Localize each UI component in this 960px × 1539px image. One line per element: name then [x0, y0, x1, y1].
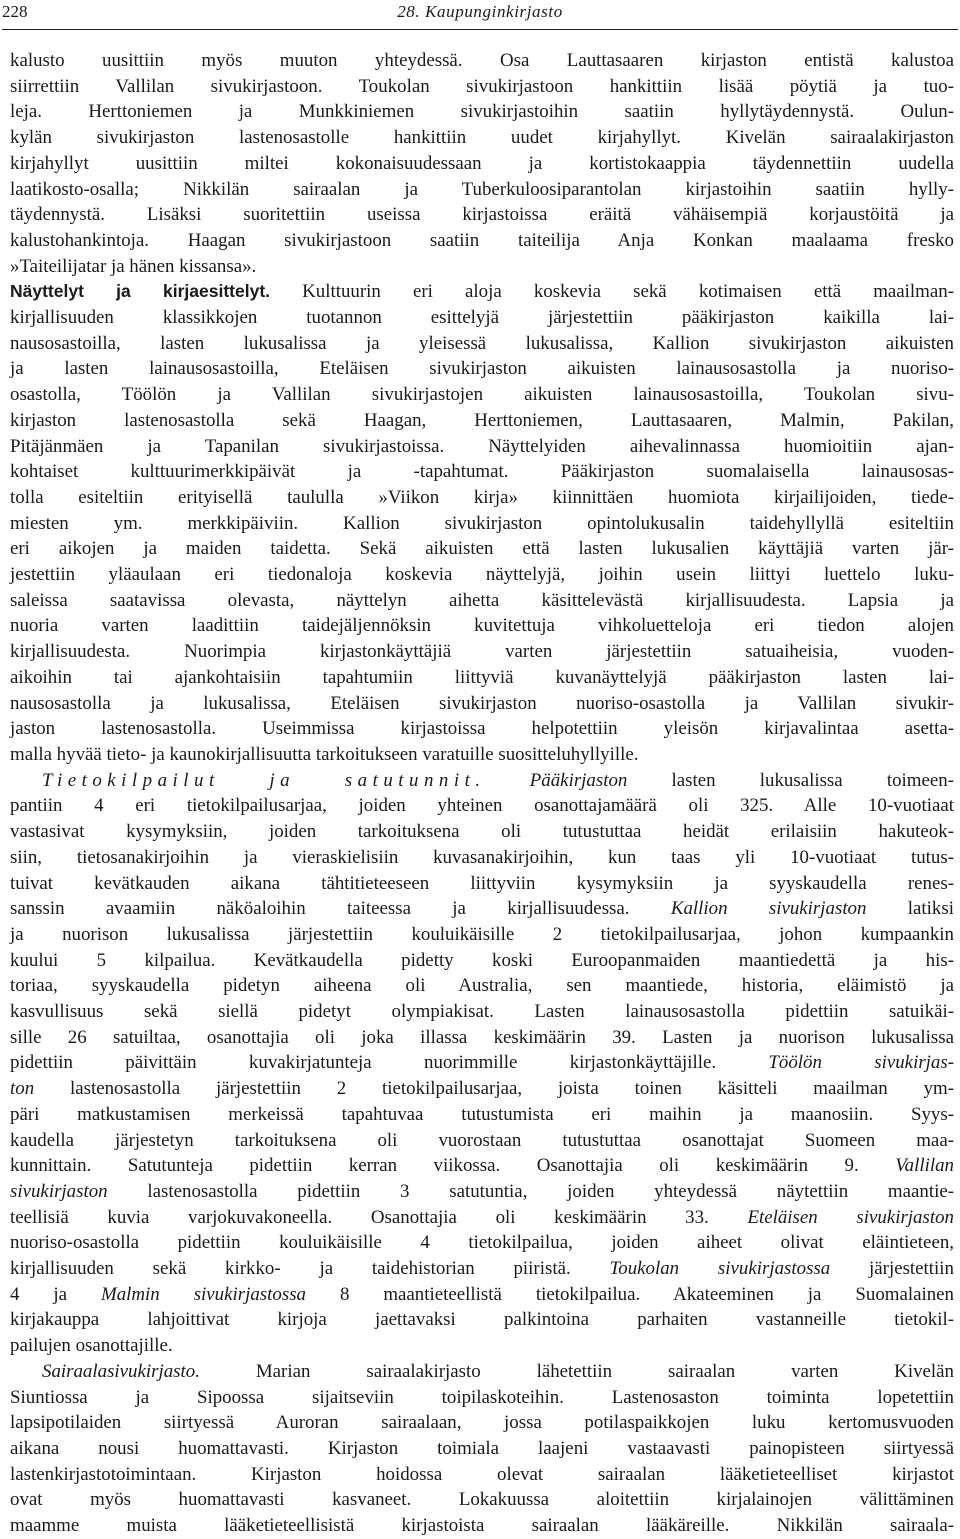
text-line: täydennystä. Lisäksi suoritettiin useissa kirjastoissa eräitä vähäisempiä korjaustöitä ja — [10, 204, 954, 226]
text-line: nausosastoilla, lasten lukusalissa ja yleisessä lukusalissa, Kallion sivukirjaston aikuisten — [10, 332, 954, 354]
running-title: 28. Kaupunginkirjasto — [397, 2, 563, 21]
text-line — [10, 1205, 954, 1231]
italic-run: sivukirjaston — [10, 1180, 108, 1202]
text-line: toriaa, syyskaudella pidetyn aiheena oli Australia, sen maantiede, historia, eläimistö ja — [10, 975, 954, 997]
text-line: kirjaston lastenosastolla sekä Haagan, Herttoniemen, Lauttasaaren, Malmin, Pakilan, — [10, 409, 954, 431]
text-line: kaudella järjestetyn tarkoituksena oli vuorostaan tutustuttaa osanottajat Suomeen maa- — [10, 1129, 954, 1151]
text-line: kirjahyllyt uusittiin miltei kokonaisuudessaan ja kortistokaappia täydennettiin uudella — [10, 152, 954, 174]
header-rule — [2, 29, 958, 30]
text-run: sanssin avaamiin näköaloihin taiteessa ja kirjallisuudessa. — [10, 898, 630, 920]
text-line — [10, 1256, 954, 1282]
italic-run: Pääkirjaston — [529, 769, 628, 791]
text-line: nuoriso-osastolla pidettiin kouluikäisille 4 tietokilpailua, joiden aiheet olivat eläintieteen, — [10, 1232, 954, 1254]
text-line: kirjakauppa lahjoittivat kirjoja jaettavaksi palkintoina parhaiten vastanneille tietokil- — [10, 1309, 954, 1331]
text-line: miesten ym. merkkipäiviin. Kallion sivukirjaston opintolukusalin taidehyllyllä esiteltiin — [10, 512, 954, 534]
page-header — [2, 2, 958, 28]
text-line: tuivat kevätkauden aikana tähtitieteeseen liittyviin kysymyksiin ja syyskaudella renes- — [10, 872, 954, 894]
text-line: tolla esiteltiin erityisellä taululla »Viikon kirja» kiinnittäen huomiota kirjailijoiden, tiede- — [10, 486, 954, 508]
text-run: lasten lukusalissa toimeen- — [671, 769, 954, 791]
text-line: aikana nousi huomattavasti. Kirjaston toimiala laajeni vastaavasti painopisteen siirtyessä — [10, 1437, 954, 1459]
text-run: Marian sairaalakirjasto lähetettiin sairaalan varten Kivelän — [255, 1360, 954, 1382]
text-run: lastenosastolla pidettiin 3 satutuntia, joiden yhteydessä näytettiin maantie- — [147, 1180, 954, 1202]
text-run: teellisiä kuvia varjokuvakoneella. Osanottajia oli keskimäärin 33. — [10, 1206, 709, 1228]
body-text — [10, 48, 954, 1539]
text-line: kalusto uusittiin myös muuton yhteydessä. Osa Lauttasaaren kirjaston entistä kalustoa — [10, 50, 954, 71]
text-line: kirjallisuuden klassikkojen tuotannon esittelyjä järjestettiin pääkirjaston kaikilla lai- — [10, 307, 954, 329]
text-line — [10, 1076, 954, 1102]
text-line — [10, 1359, 954, 1385]
text-run: kirjallisuuden sekä kirkko- ja taidehistorian piiristä. — [10, 1258, 571, 1280]
text-run: 8 maantieteellistä tietokilpailua. Akateeminen ja Suomalainen — [339, 1283, 954, 1305]
text-line: ja nuorison lukusalissa järjestettiin kouluikäisille 2 tietokilpailusarjaa, johon kumpaankin — [10, 923, 954, 945]
text-line: laatikosto-osalla; Nikkilän sairaalan ja Tuberkuloosiparantolan kirjastoihin saatiin hylly- — [10, 178, 954, 200]
text-line — [10, 279, 954, 305]
italic-run: Töölön sivukirjas- — [768, 1052, 955, 1074]
text-line: osastolla, Töölön ja Vallilan sivukirjastojen aikuisten lainausosastoilla, Toukolan sivu- — [10, 384, 954, 406]
text-line: aikoihin tai ajankohtaisiin tapahtumiin liittyviä kuvanäyttelyjä pääkirjaston lasten lai- — [10, 666, 954, 688]
text-line — [10, 1050, 954, 1076]
text-line — [10, 1179, 954, 1205]
text-line: ovat myös huomattavasti kasvaneet. Lokakuussa aloitettiin kirjalainojen välittäminen — [10, 1489, 954, 1511]
text-line: jestettiin yläaulaan eri tiedonaloja koskevia näyttelyjä, joihin usein liittyi luettelo luku- — [10, 564, 954, 586]
text-line: siin, tietosanakirjoihin ja vieraskielisiin kuvasanakirjoihin, kun taas yli 10-vuotiaat tutus- — [10, 846, 954, 868]
text-line — [10, 1282, 954, 1308]
text-line: kasvullisuus sekä siellä pidetyt olympiakisat. Lasten lainausosastolla pidettiin satuikäi- — [10, 1001, 954, 1023]
text-line: malla hyvää tieto- ja kaunokirjallisuutta tarkoitukseen varatuille suositteluhyllyille. — [10, 743, 639, 765]
text-run: 4 ja — [10, 1283, 101, 1305]
text-line: leja. Herttoniemen ja Munkkiniemen sivukirjastoihin saatiin hyllytäydennystä. Oulun- — [10, 101, 954, 123]
italic-run: Sairaalasivukirjasto. — [42, 1360, 200, 1382]
text-run: järjestettiin — [869, 1258, 954, 1280]
section-heading-exhibitions: Näyttelyt ja kirjaesittelyt. — [10, 281, 271, 302]
italic-run: Eteläisen sivukirjaston — [747, 1206, 954, 1228]
text-line: vastasivat kysymyksiin, joiden tarkoituksena oli tutustuttaa heidät erilaisiin hakuteok- — [10, 821, 954, 843]
text-line: lastenkirjastotoimintaan. Kirjaston hoidossa olevat sairaalan lääketieteelliset kirjastot — [10, 1463, 954, 1485]
text-line: kirjallisuudesta. Nuorimpia kirjastonkäyttäjiä varten järjestettiin satuaiheisia, vuoden- — [10, 641, 954, 663]
text-line: »Taiteilijatar ja hänen kissansa». — [10, 255, 257, 277]
text-line: saleissa saatavissa olevasta, näyttelyn aihetta käsittelevästä kirjallisuudesta. Lapsia ja — [10, 589, 954, 611]
text-line: pailujen osanottajille. — [10, 1335, 173, 1357]
text-line: kalustohankintoja. Haagan sivukirjastoon saatiin taiteilija Anja Konkan maalaama fresko — [10, 229, 954, 251]
text-line: sille 26 satuiltaa, osanottajia oli joka illassa keskimäärin 39. Lasten ja nuorison lukusalissa — [10, 1026, 954, 1048]
text-line: Siuntiossa ja Sipoossa sijaitseviin toipilaskoteihin. Lastenosaston toiminta lopetettiin — [10, 1386, 954, 1408]
text-line: nausosastolla ja lukusalissa, Eteläisen sivukirjaston nuoriso-osastolla ja Vallilan sivukir- — [10, 692, 954, 714]
text-line: kylän sivukirjaston lastenosastolle hankittiin uudet kirjahyllyt. Kivelän sairaalakirjaston — [10, 127, 954, 149]
text-run: pidettiin päivittäin kuvakirjatunteja nuorimmille kirjastonkäyttäjille. — [10, 1052, 717, 1074]
text-line: Pitäjänmäen ja Tapanilan sivukirjastoissa. Näyttelyiden aihevalinnassa huomioitiin ajan- — [10, 435, 954, 457]
section-heading-quizzes: Tietokilpailut ja satutunnit. — [42, 769, 486, 791]
text-line — [10, 1153, 954, 1179]
text-line: eri aikojen ja maiden taidetta. Sekä aikuisten että lasten lukusalien käyttäjiä varten jär- — [10, 538, 954, 560]
text-line — [10, 768, 954, 794]
italic-run: Vallilan — [895, 1155, 954, 1177]
text-line: jaston lastenosastolla. Useimmissa kirjastoissa helpotettiin yleisön kirjavalintaa asetta- — [10, 718, 954, 740]
text-run: lastenosastolla järjestettiin 2 tietokilpailusarjaa, joista toinen käsitteli maailman ym- — [69, 1078, 954, 1100]
text-line: nuoria varten laadittiin taidejäljennöksin kuvitettuja vihkoluetteloja eri tiedon alojen — [10, 615, 954, 637]
text-line: lapsipotilaiden siirtyessä Auroran sairaalaan, jossa potilaspaikkojen luku kertomusvuoden — [10, 1412, 954, 1434]
italic-run: Toukolan sivukirjastossa — [609, 1258, 831, 1280]
text-line: kuului 5 kilpailua. Kevätkaudella pidetty koski Euroopanmaiden maantiedettä ja his- — [10, 949, 954, 971]
text-line: kohtaiset kulttuurimerkkipäivät ja -tapahtumat. Pääkirjaston suomalaisella lainausosas- — [10, 461, 954, 483]
text-run: Kulttuurin eri aloja koskevia sekä kotimaisen että maailman- — [302, 281, 954, 303]
text-run: latiksi — [907, 898, 954, 920]
text-line — [10, 896, 954, 922]
italic-run: ton — [10, 1078, 35, 1100]
text-line: päri matkustamisen merkeissä tapahtuvaa tutustumista eri maihin ja maanosiin. Syys- — [10, 1103, 954, 1125]
page-number: 228 — [2, 2, 28, 21]
text-line: ja lasten lainausosastoilla, Eteläisen sivukirjaston aikuisten lainausosastolla ja nuoriso- — [10, 358, 954, 380]
italic-run: Kallion sivukirjaston — [670, 898, 867, 920]
text-line: maamme muista lääketieteellisistä kirjastoista sairaalan lääkäreille. Nikkilän sairaala- — [10, 1515, 954, 1537]
italic-run: Malmin sivukirjastossa — [100, 1283, 306, 1305]
text-line: pantiin 4 eri tietokilpailusarjaa, joiden yhteinen osanottajamäärä oli 325. Alle 10-vuotiaat — [10, 795, 954, 817]
text-run: kunnittain. Satutunteja pidettiin kerran viikossa. Osanottajia oli keskimäärin 9. — [10, 1155, 859, 1177]
text-line: siirrettiin Vallilan sivukirjastoon. Toukolan sivukirjastoon hankittiin lisää pöytiä ja tuo- — [10, 75, 954, 97]
